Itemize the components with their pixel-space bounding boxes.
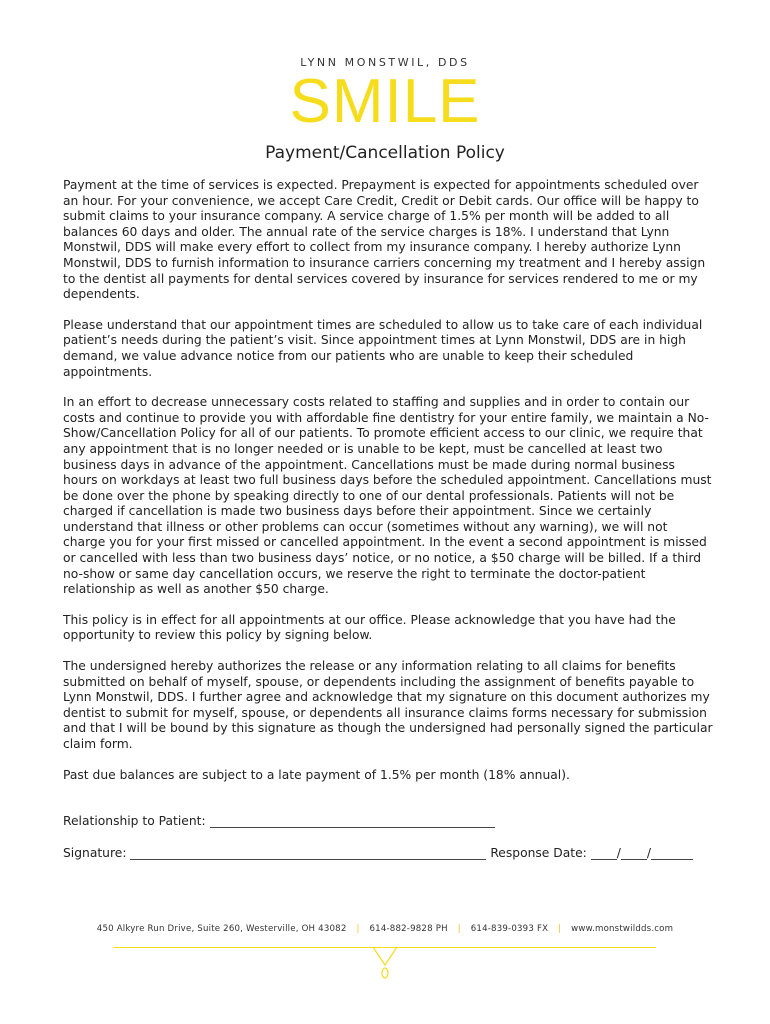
response-date-month-field[interactable] [591,847,617,860]
footer-website[interactable]: www.monstwildds.com [571,924,674,934]
signature-row [63,846,693,860]
paragraph-payment: Payment at the time of services is expected. Prepayment is expected for appointments scheduled over an hour. For your convenience, we accept Care Credit, Credit or Debit cards. Our office will be happy to submit claims to your insurance company. A service charge of 1.5% per month will be added to all balances 60 days and older. The annual rate of the service charges is 18%. I understand that Lynn Monstwil, DDS will make every effort to collect from my insurance company. I hereby authorize Lynn Monstwil, DDS to furnish information to insurance carriers concerning my treatment and I hereby assign to the dentist all payments for dental services covered by insurance for services rendered to me or my dependents. [63,178,706,302]
footer-separator: | [356,924,360,934]
footer-address: 450 Alkyre Run Drive, Suite 260, Westerville, OH 43082 [96,924,347,934]
date-separator: / [646,846,652,860]
footer-phone: 614-882-9828 PH [369,924,448,934]
footer-separator: | [457,924,461,934]
footer-separator: | [558,924,562,934]
relationship-row [63,814,495,828]
response-date-day-field[interactable] [621,847,647,860]
relationship-label: Relationship to Patient: [63,814,206,828]
page-title: Payment/Cancellation Policy [265,143,505,163]
paragraph-appointments: Please understand that our appointment times are scheduled to allow us to take care of each individual patient’s needs during the patient’s visit. Since appointment times at Lynn Monstwil, DDS are in high demand, we value advance notice from our patients who are unable to keep their scheduled appointments. [63,317,703,379]
tooth-drop-icon [372,947,398,981]
signature-label: Signature: [63,846,127,860]
paragraph-authorization: The undersigned hereby authorizes the release or any information relating to all claims for benefits submitted on behalf of myself, spouse, or dependents including the assignment of benefits payable to Lynn Monstwil, DDS. I further agree and acknowledge that my signature on this document authorizes my dentist to submit for myself, spouse, or dependents all insurance claims forms necessary for submission and that I will be bound by this signature as though the undersigned had personally signed the particular claim form. [63,659,713,751]
paragraph-past-due: Past due balances are subject to a late payment of 1.5% per month (18% annual). [63,767,570,782]
paragraph-cancellation: In an effort to decrease unnecessary costs related to staffing and supplies and in order to contain our costs and continue to provide you with affordable fine dentistry for your entire family, we maintain a No-Show/Cancellation Policy for all of our patients. To promote efficient access to our clinic, we require that any appointment that is no longer needed or is unable to be kept, must be cancelled at least two business days in advance of the appointment. Cancellations must be made during normal business hours on workdays at least two full business days before the scheduled appointment. Cancellations must be done over the phone by speaking directly to one of our dental professionals. Patients will not be charged if cancellation is made two business days before their appointment. Since we certainly understand that illness or other problems can occur (sometimes without any warning), we will not charge you for your first missed or cancelled appointment. In the event a second appointment is missed or cancelled with less than two business days’ notice, or no notice, a $50 charge will be billed. If a third no-show or same day cancellation occurs, we reserve the right to terminate the doctor-patient relationship as well as another $50 charge. [63,395,712,597]
footer-contact [0,924,770,934]
policy-body [63,178,713,798]
response-date-label: Response Date: [490,846,587,860]
signature-field[interactable] [130,847,486,860]
relationship-field[interactable] [210,815,495,828]
paragraph-acknowledge: This policy is in effect for all appointments at our office. Please acknowledge that you have had the opportunity to review this policy by signing below. [63,612,676,643]
practice-name: LYNN MONSTWIL, DDS [300,56,470,69]
smile-logo: SMILE [289,67,481,136]
date-separator: / [616,846,621,860]
response-date-year-field[interactable] [651,847,693,860]
footer-fax: 614-839-0393 FX [470,924,549,934]
